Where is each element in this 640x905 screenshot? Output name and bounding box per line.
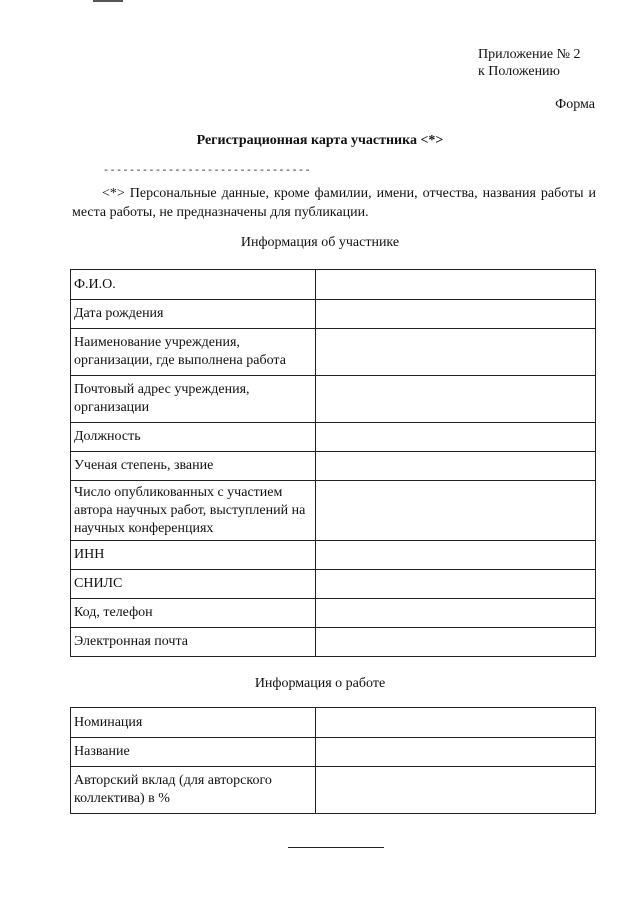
participant-info-table	[70, 269, 596, 657]
row-label-author-contribution: Авторский вклад (для авторского коллектива) в %	[71, 767, 316, 814]
table-row	[71, 300, 596, 329]
table-row	[71, 481, 596, 541]
degree-value-cell[interactable]	[316, 452, 596, 481]
document-title: Регистрационная карта участника <*>	[196, 133, 444, 148]
row-label-phone: Код, телефон	[71, 599, 316, 628]
top-edge-mark	[93, 0, 123, 2]
row-label-birth-date: Дата рождения	[71, 300, 316, 329]
closing-line	[288, 847, 384, 848]
footnote-separator: --------------------------------	[103, 166, 312, 177]
author-contribution-value-cell[interactable]	[316, 767, 596, 814]
fio-value-cell[interactable]	[316, 270, 596, 300]
table-row	[71, 570, 596, 599]
form-label: Форма	[555, 97, 595, 112]
postal-address-value-cell[interactable]	[316, 376, 596, 423]
phone-value-cell[interactable]	[316, 599, 596, 628]
publications-value-cell[interactable]	[316, 481, 596, 541]
row-label-inn: ИНН	[71, 541, 316, 570]
row-label-institution: Наименование учреждения, организации, где выполнена работа	[71, 329, 316, 376]
row-label-work-name: Название	[71, 738, 316, 767]
table-row	[71, 767, 596, 814]
table-row	[71, 452, 596, 481]
work-section-heading: Информация о работе	[254, 676, 386, 691]
table-row	[71, 329, 596, 376]
appendix-line-2: к Положению	[478, 64, 561, 79]
work-info-table	[70, 707, 596, 814]
email-value-cell[interactable]	[316, 628, 596, 657]
table-row	[71, 270, 596, 300]
appendix-note	[478, 46, 581, 80]
table-row	[71, 423, 596, 452]
footnote-text: <*> Персональные данные, кроме фамилии, имени, отчества, названия работы и места работы, не предназначены для публикации.	[72, 186, 596, 220]
row-label-nomination: Номинация	[71, 708, 316, 738]
row-label-fio: Ф.И.О.	[71, 270, 316, 300]
table-row	[71, 541, 596, 570]
participant-section-heading: Информация об участнике	[240, 235, 400, 250]
birth-date-value-cell[interactable]	[316, 300, 596, 329]
nomination-value-cell[interactable]	[316, 708, 596, 738]
table-row	[71, 376, 596, 423]
row-label-postal-address: Почтовый адрес учреждения, организации	[71, 376, 316, 423]
appendix-line-1: Приложение № 2	[478, 47, 581, 62]
institution-value-cell[interactable]	[316, 329, 596, 376]
snils-value-cell[interactable]	[316, 570, 596, 599]
inn-value-cell[interactable]	[316, 541, 596, 570]
row-label-degree: Ученая степень, звание	[71, 452, 316, 481]
row-label-publications: Число опубликованных с участием автора научных работ, выступлений на научных конференциях	[71, 481, 316, 541]
table-row	[71, 738, 596, 767]
row-label-email: Электронная почта	[71, 628, 316, 657]
table-row	[71, 708, 596, 738]
table-row	[71, 599, 596, 628]
table-row	[71, 628, 596, 657]
row-label-snils: СНИЛС	[71, 570, 316, 599]
position-value-cell[interactable]	[316, 423, 596, 452]
row-label-position: Должность	[71, 423, 316, 452]
work-name-value-cell[interactable]	[316, 738, 596, 767]
